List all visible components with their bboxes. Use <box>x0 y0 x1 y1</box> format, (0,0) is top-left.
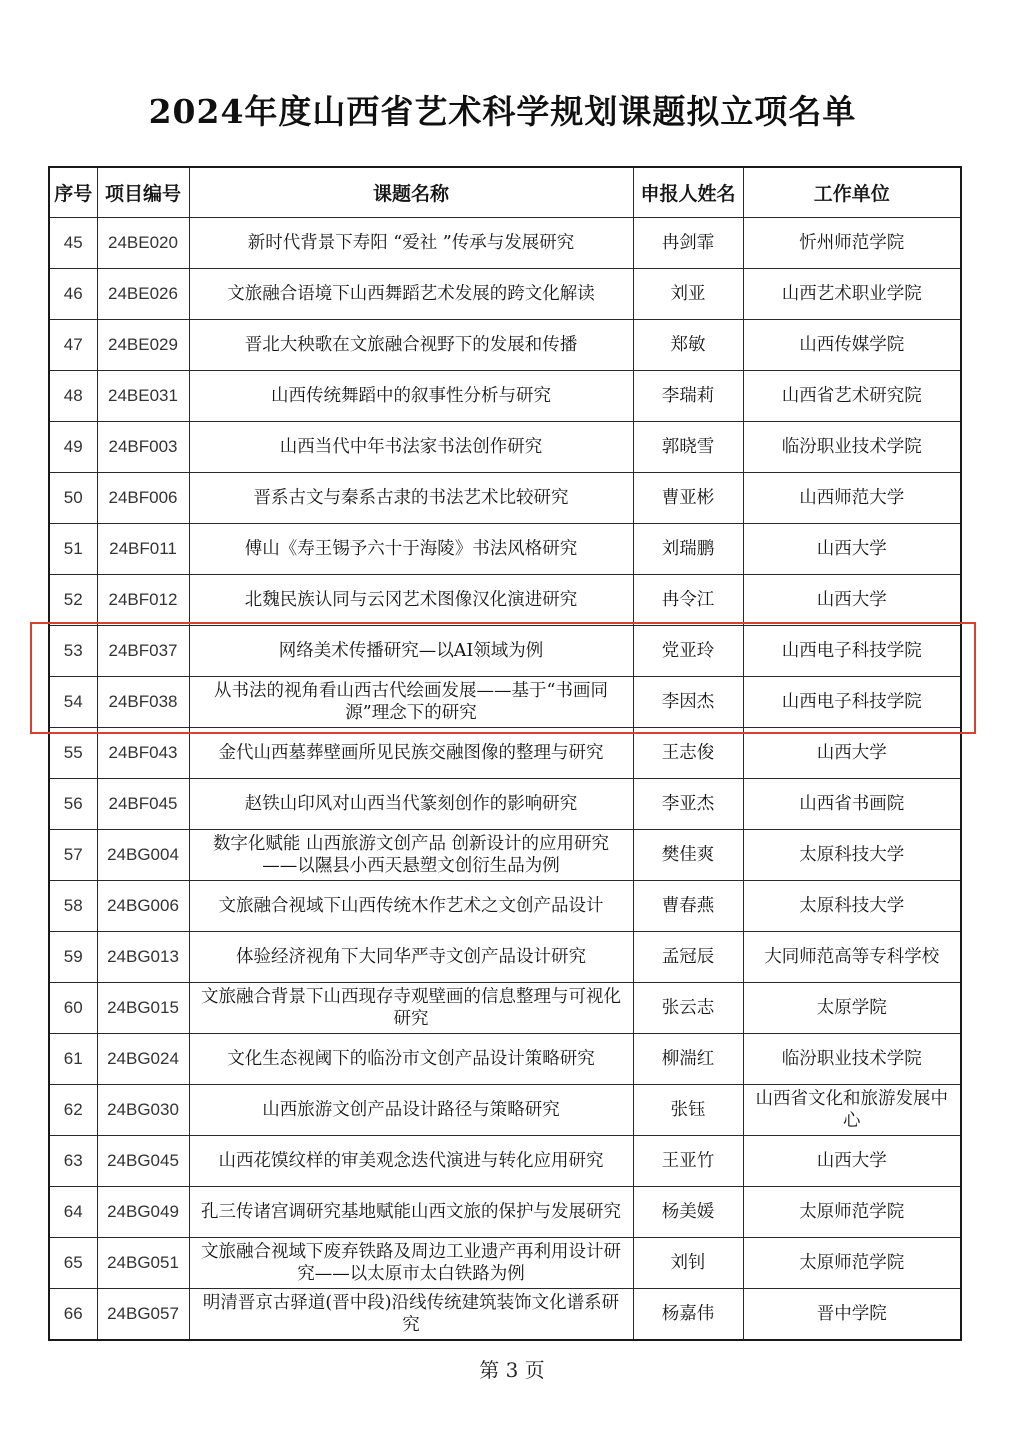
cell-unit: 山西大学 <box>743 1136 961 1187</box>
cell-unit: 山西传媒学院 <box>743 320 961 371</box>
cell-topic: 从书法的视角看山西古代绘画发展——基于“书画同源”理念下的研究 <box>189 677 633 728</box>
cell-unit: 山西大学 <box>743 728 961 779</box>
cell-seq: 58 <box>49 881 97 932</box>
cell-topic: 山西花馍纹样的审美观念迭代演进与转化应用研究 <box>189 1136 633 1187</box>
table-row <box>49 1136 961 1187</box>
cell-seq: 57 <box>49 830 97 881</box>
cell-applicant: 杨嘉伟 <box>633 1289 743 1341</box>
cell-applicant: 李亚杰 <box>633 779 743 830</box>
cell-topic: 文旅融合语境下山西舞蹈艺术发展的跨文化解读 <box>189 269 633 320</box>
cell-unit: 山西大学 <box>743 575 961 626</box>
cell-applicant: 郑敏 <box>633 320 743 371</box>
cell-seq: 64 <box>49 1187 97 1238</box>
header-applicant: 申报人姓名 <box>633 167 743 218</box>
cell-unit: 山西大学 <box>743 524 961 575</box>
cell-seq: 60 <box>49 983 97 1034</box>
cell-topic: 北魏民族认同与云冈艺术图像汉化演进研究 <box>189 575 633 626</box>
table-row <box>49 932 961 983</box>
cell-unit: 临汾职业技术学院 <box>743 1034 961 1085</box>
cell-unit: 忻州师范学院 <box>743 218 961 269</box>
cell-applicant: 张云志 <box>633 983 743 1034</box>
page-number: 第 3 页 <box>479 1358 545 1382</box>
cell-unit: 山西省书画院 <box>743 779 961 830</box>
cell-seq: 50 <box>49 473 97 524</box>
cell-code: 24BF003 <box>97 422 189 473</box>
cell-applicant: 樊佳爽 <box>633 830 743 881</box>
cell-topic: 金代山西墓葬壁画所见民族交融图像的整理与研究 <box>189 728 633 779</box>
cell-topic: 山西传统舞蹈中的叙事性分析与研究 <box>189 371 633 422</box>
cell-unit: 太原科技大学 <box>743 881 961 932</box>
cell-seq: 65 <box>49 1238 97 1289</box>
cell-code: 24BF038 <box>97 677 189 728</box>
cell-code: 24BF037 <box>97 626 189 677</box>
cell-seq: 54 <box>49 677 97 728</box>
cell-applicant: 柳湍红 <box>633 1034 743 1085</box>
cell-applicant: 张钰 <box>633 1085 743 1136</box>
table-row <box>49 320 961 371</box>
cell-code: 24BG051 <box>97 1238 189 1289</box>
table-row <box>49 779 961 830</box>
project-list-table <box>48 166 962 1341</box>
cell-seq: 53 <box>49 626 97 677</box>
cell-seq: 61 <box>49 1034 97 1085</box>
cell-applicant: 冉令江 <box>633 575 743 626</box>
cell-topic: 文旅融合背景下山西现存寺观壁画的信息整理与可视化研究 <box>189 983 633 1034</box>
table-row <box>49 1187 961 1238</box>
cell-code: 24BF011 <box>97 524 189 575</box>
cell-code: 24BF012 <box>97 575 189 626</box>
cell-code: 24BF006 <box>97 473 189 524</box>
cell-topic: 新时代背景下寿阳 “爱社 ”传承与发展研究 <box>189 218 633 269</box>
header-code: 项目编号 <box>97 167 189 218</box>
cell-code: 24BE031 <box>97 371 189 422</box>
cell-seq: 52 <box>49 575 97 626</box>
table-row <box>49 371 961 422</box>
cell-seq: 47 <box>49 320 97 371</box>
cell-code: 24BG030 <box>97 1085 189 1136</box>
header-seq: 序号 <box>49 167 97 218</box>
cell-applicant: 李因杰 <box>633 677 743 728</box>
cell-unit: 山西省文化和旅游发展中心 <box>743 1085 961 1136</box>
cell-code: 24BG049 <box>97 1187 189 1238</box>
cell-topic: 文化生态视阈下的临汾市文创产品设计策略研究 <box>189 1034 633 1085</box>
cell-applicant: 郭晓雪 <box>633 422 743 473</box>
cell-applicant: 王亚竹 <box>633 1136 743 1187</box>
project-list-table-wrapper <box>48 166 960 1341</box>
cell-seq: 48 <box>49 371 97 422</box>
cell-seq: 55 <box>49 728 97 779</box>
cell-seq: 45 <box>49 218 97 269</box>
cell-unit: 大同师范高等专科学校 <box>743 932 961 983</box>
cell-topic: 文旅融合视域下山西传统木作艺术之文创产品设计 <box>189 881 633 932</box>
cell-code: 24BG024 <box>97 1034 189 1085</box>
cell-applicant: 刘钊 <box>633 1238 743 1289</box>
table-row <box>49 1085 961 1136</box>
cell-unit: 山西师范大学 <box>743 473 961 524</box>
cell-code: 24BE026 <box>97 269 189 320</box>
cell-seq: 51 <box>49 524 97 575</box>
cell-topic: 明清晋京古驿道(晋中段)沿线传统建筑装饰文化谱系研究 <box>189 1289 633 1341</box>
cell-topic: 山西旅游文创产品设计路径与策略研究 <box>189 1085 633 1136</box>
cell-applicant: 冉剑霏 <box>633 218 743 269</box>
table-row <box>49 677 961 728</box>
table-row <box>49 575 961 626</box>
cell-topic: 数字化赋能 山西旅游文创产品 创新设计的应用研究——以隰县小西天悬塑文创衍生品为例 <box>189 830 633 881</box>
cell-code: 24BF045 <box>97 779 189 830</box>
table-row <box>49 983 961 1034</box>
cell-unit: 临汾职业技术学院 <box>743 422 961 473</box>
cell-unit: 山西电子科技学院 <box>743 677 961 728</box>
cell-topic: 晋系古文与秦系古隶的书法艺术比较研究 <box>189 473 633 524</box>
table-body <box>49 218 961 1341</box>
cell-topic: 网络美术传播研究—以AI领域为例 <box>189 626 633 677</box>
cell-seq: 66 <box>49 1289 97 1341</box>
table-row <box>49 1238 961 1289</box>
cell-code: 24BG013 <box>97 932 189 983</box>
cell-topic: 赵铁山印风对山西当代篆刻创作的影响研究 <box>189 779 633 830</box>
cell-topic: 山西当代中年书法家书法创作研究 <box>189 422 633 473</box>
table-row <box>49 524 961 575</box>
cell-seq: 56 <box>49 779 97 830</box>
cell-unit: 太原科技大学 <box>743 830 961 881</box>
cell-code: 24BG006 <box>97 881 189 932</box>
cell-unit: 山西艺术职业学院 <box>743 269 961 320</box>
table-row <box>49 881 961 932</box>
cell-applicant: 孟冠辰 <box>633 932 743 983</box>
table-row <box>49 422 961 473</box>
cell-topic: 体验经济视角下大同华严寺文创产品设计研究 <box>189 932 633 983</box>
header-topic: 课题名称 <box>189 167 633 218</box>
cell-code: 24BF043 <box>97 728 189 779</box>
cell-applicant: 曹春燕 <box>633 881 743 932</box>
cell-applicant: 李瑞莉 <box>633 371 743 422</box>
cell-applicant: 曹亚彬 <box>633 473 743 524</box>
cell-unit: 山西电子科技学院 <box>743 626 961 677</box>
cell-unit: 山西省艺术研究院 <box>743 371 961 422</box>
cell-code: 24BE029 <box>97 320 189 371</box>
cell-seq: 49 <box>49 422 97 473</box>
cell-code: 24BG045 <box>97 1136 189 1187</box>
table-row <box>49 1034 961 1085</box>
cell-applicant: 杨美媛 <box>633 1187 743 1238</box>
table-row <box>49 218 961 269</box>
header-unit: 工作单位 <box>743 167 961 218</box>
table-row <box>49 626 961 677</box>
table-header-row <box>49 167 961 218</box>
cell-code: 24BE020 <box>97 218 189 269</box>
cell-seq: 59 <box>49 932 97 983</box>
table-row <box>49 728 961 779</box>
document-title: 2024年度山西省艺术科学规划课题拟立项名单 <box>148 92 857 131</box>
cell-applicant: 王志俊 <box>633 728 743 779</box>
table-row <box>49 473 961 524</box>
cell-seq: 46 <box>49 269 97 320</box>
cell-seq: 63 <box>49 1136 97 1187</box>
cell-code: 24BG057 <box>97 1289 189 1341</box>
cell-applicant: 刘亚 <box>633 269 743 320</box>
cell-unit: 太原师范学院 <box>743 1238 961 1289</box>
cell-topic: 晋北大秧歌在文旅融合视野下的发展和传播 <box>189 320 633 371</box>
table-row <box>49 830 961 881</box>
cell-unit: 太原学院 <box>743 983 961 1034</box>
cell-code: 24BG004 <box>97 830 189 881</box>
cell-topic: 文旅融合视域下废弃铁路及周边工业遗产再利用设计研究——以太原市太白铁路为例 <box>189 1238 633 1289</box>
table-row <box>49 269 961 320</box>
cell-code: 24BG015 <box>97 983 189 1034</box>
cell-unit: 晋中学院 <box>743 1289 961 1341</box>
cell-topic: 傅山《寿王锡予六十于海陵》书法风格研究 <box>189 524 633 575</box>
table-row <box>49 1289 961 1341</box>
cell-seq: 62 <box>49 1085 97 1136</box>
cell-topic: 孔三传诸宫调研究基地赋能山西文旅的保护与发展研究 <box>189 1187 633 1238</box>
cell-applicant: 党亚玲 <box>633 626 743 677</box>
cell-applicant: 刘瑞鹏 <box>633 524 743 575</box>
cell-unit: 太原师范学院 <box>743 1187 961 1238</box>
